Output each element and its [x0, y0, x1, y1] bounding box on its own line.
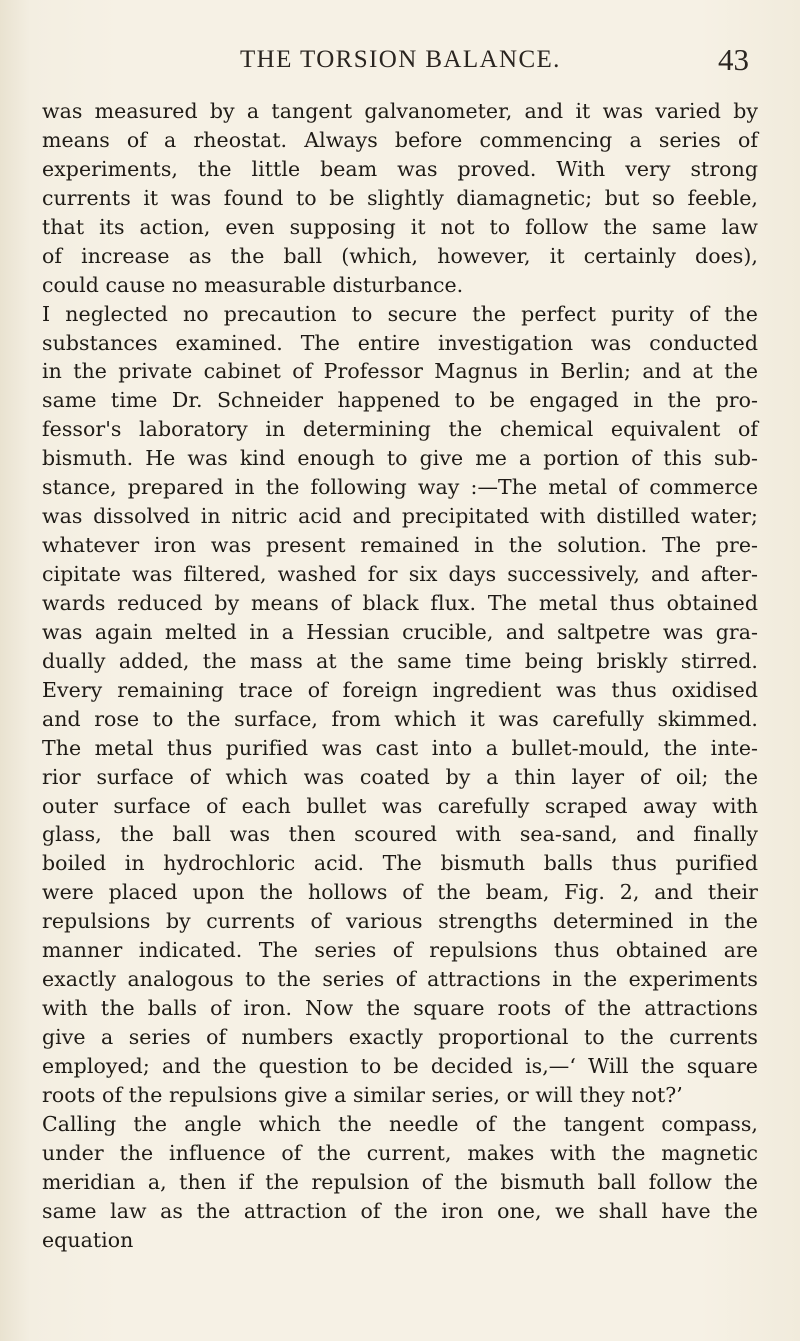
text-line: give a series of numbers exactly proportional to the currents	[42, 1025, 758, 1049]
text-line: wards reduced by means of black flux. The metal thus obtained	[42, 590, 758, 615]
body-text	[42, 97, 758, 1255]
text-line: with the balls of iron. Now the square roots of the attractions	[42, 996, 758, 1021]
page-number: 43	[718, 42, 749, 77]
text-line: I neglected no precaution to secure the perfect purity of the	[42, 301, 758, 326]
text-line: currents it was found to be slightly diamagnetic; but so feeble,	[42, 185, 758, 210]
text-line: rior surface of which was coated by a thin layer of oil; the	[42, 764, 758, 789]
text-line: same law as the attraction of the iron one, we shall have the	[42, 1198, 758, 1223]
text-line: experiments, the little beam was proved. With very strong	[42, 156, 758, 181]
text-line: stance, prepared in the following way :—The metal of commerce	[42, 475, 758, 500]
text-line: means of a rheostat. Always before commencing a series of	[42, 127, 758, 152]
text-line: glass, the ball was then scoured with sea-sand, and finally	[42, 822, 758, 847]
text-line: and rose to the surface, from which it was carefully skimmed.	[42, 706, 758, 731]
text-line: meridian a, then if the repulsion of the bismuth ball follow the	[42, 1169, 758, 1194]
text-line: equation	[42, 1227, 134, 1252]
text-line: bismuth. He was kind enough to give me a portion of this sub-	[42, 446, 758, 471]
text-line: that its action, even supposing it not to follow the same law	[42, 214, 758, 239]
text-line: whatever iron was present remained in the solution. The pre-	[42, 533, 758, 558]
running-title: THE TORSION BALANCE.	[240, 46, 561, 73]
text-line: was dissolved in nitric acid and precipitated with distilled water;	[42, 504, 758, 529]
text-line: same time Dr. Schneider happened to be engaged in the pro-	[42, 388, 758, 413]
text-line: Calling the angle which the needle of the tangent compass,	[42, 1111, 758, 1136]
text-line: under the influence of the current, makes with the magnetic	[42, 1140, 758, 1165]
text-line: Every remaining trace of foreign ingredient was thus oxidised	[42, 677, 758, 702]
text-line: in the private cabinet of Professor Magnus in Berlin; and at the	[42, 359, 758, 384]
text-line: exactly analogous to the series of attractions in the experiments	[42, 967, 758, 992]
text-line: manner indicated. The series of repulsions thus obtained are	[42, 938, 758, 963]
text-line: boiled in hydrochloric acid. The bismuth balls thus purified	[42, 851, 758, 876]
text-line: employed; and the question to be decided is,—‘ Will the square	[42, 1053, 758, 1078]
text-line: of increase as the ball (which, however, it certainly does),	[42, 243, 758, 268]
text-line: was again melted in a Hessian crucible, and saltpetre was gra-	[42, 619, 758, 644]
text-line: repulsions by currents of various strengths determined in the	[42, 909, 758, 934]
text-line: were placed upon the hollows of the beam, Fig. 2, and their	[42, 880, 758, 905]
text-line: fessor's laboratory in determining the chemical equivalent of	[42, 417, 758, 442]
text-line: cipitate was filtered, washed for six days successively, and after-	[42, 562, 758, 586]
text-line: outer surface of each bullet was carefully scraped away with	[42, 793, 758, 818]
text-line: roots of the repulsions give a similar series, or will they not?’	[42, 1082, 683, 1107]
text-line: could cause no measurable disturbance.	[42, 272, 464, 297]
text-line: was measured by a tangent galvanometer, and it was varied by	[42, 99, 758, 123]
text-line: The metal thus purified was cast into a bullet-mould, the inte-	[42, 735, 758, 760]
page-header	[0, 40, 800, 80]
text-line: substances examined. The entire investigation was conducted	[42, 330, 758, 355]
text-line: dually added, the mass at the same time being briskly stirred.	[42, 648, 758, 673]
